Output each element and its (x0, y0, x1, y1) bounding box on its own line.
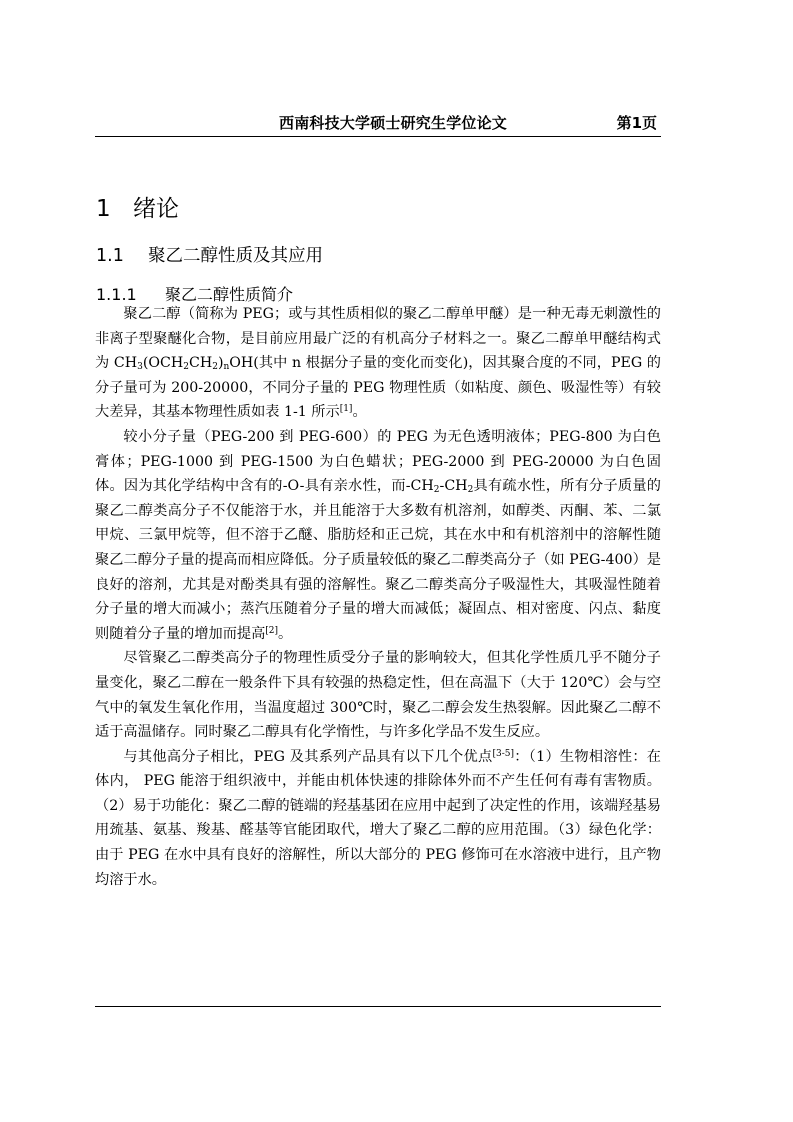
paragraph-2: 较小分子量（PEG-200 到 PEG-600）的 PEG 为无色透明液体；PEG-800 为白色膏体；PEG-1000 到 PEG-1500 为白色蜡状；PEG-2000 到 PEG-20000 为白色固体。因为其化学结构中含有的-O-具有亲水性，而$-CH_2-CH_2$具有疏水性，所有分子质量的聚乙二醇类高分子不仅能溶于水，并且能溶于大多数有机溶剂，如醇类、丙酮、苯、二氯甲烷、三氯甲烷等，但不溶于乙醚、脂肪烃和正己烷，其在水中和有机溶剂中的溶解性随聚乙二醇分子量的提高而相应降低。分子质量较低的聚乙二醇类高分子（如 PEG-400）是良好的溶剂，尤其是对酚类具有强的溶解性。聚乙二醇类高分子吸湿性大，其吸湿性随着分子量的增大而减小；蒸汽压随着分子量的增大而减低；凝固点、相对密度、闪点、黏度则随着分子量的增加而提高[2]。 (95, 428, 661, 642)
section-title: 聚乙二醇性质及其应用 (148, 246, 323, 266)
chapter-heading (96, 190, 179, 223)
section-heading (96, 242, 323, 267)
subsection-number: 1.1.1 (96, 285, 137, 304)
chapter-number: 1 (96, 196, 111, 222)
page-header (95, 112, 661, 136)
citation: [1] (339, 404, 353, 415)
subsection-title: 聚乙二醇性质简介 (165, 285, 294, 304)
section-number: 1.1 (96, 246, 124, 266)
page-number: 第1页 (616, 114, 657, 132)
body-text (95, 302, 661, 892)
footer-rule (95, 1006, 661, 1007)
header-rule (95, 136, 661, 137)
citation: [2] (265, 625, 279, 636)
header-title: 西南科技大学硕士研究生学位论文 (279, 114, 508, 132)
paragraph-3: 尽管聚乙二醇类高分子的物理性质受分子量的影响较大，但其化学性质几乎不随分子量变化，聚乙二醇在一般条件下具有较强的热稳定性，但在高温下（大于 120℃）会与空气中的氧发生氧化作用，当温度超过 300℃时，聚乙二醇会发生热裂解。因此聚乙二醇不适于高温储存。同时聚乙二醇具有化学惰性，与许多化学品不发生反应。 (95, 650, 661, 741)
paragraph-4: 与其他高分子相比，PEG 及其系列产品具有以下几个优点[3-5]：（1）生物相溶性：在体内， PEG 能溶于组织液中，并能由机体快速的排除体外而不产生任何有毒有害物质。（2）易于功能化：聚乙二醇的链端的羟基基团在应用中起到了决定性的作用，该端羟基易用巯基、氨基、羧基、醛基等官能团取代，增大了聚乙二醇的应用范围。（3）绿色化学：由于 PEG 在水中具有良好的溶解性，所以大部分的 PEG 修饰可在水溶液中进行，且产物均溶于水。 (95, 748, 661, 888)
citation: [3-5] (492, 748, 514, 759)
paragraph-1: 聚乙二醇（简称为 PEG；或与其性质相似的聚乙二醇单甲醚）是一种无毒无刺激性的非离子型聚醚化合物，是目前应用最广泛的有机高分子材料之一。聚乙二醇单甲醚结构式为 $CH_3(OCH_2CH_2)_nOH$(其中 n 根据分子量的变化而变化)，因其聚合度的不同，PEG 的分子量可为 200-20000，不同分子量的 PEG 物理性质（如粘度、颜色、吸湿性等）有较大差异，其基本物理性质如表 1-1 所示[1]。 (95, 306, 661, 421)
chapter-title: 绪论 (133, 196, 179, 222)
